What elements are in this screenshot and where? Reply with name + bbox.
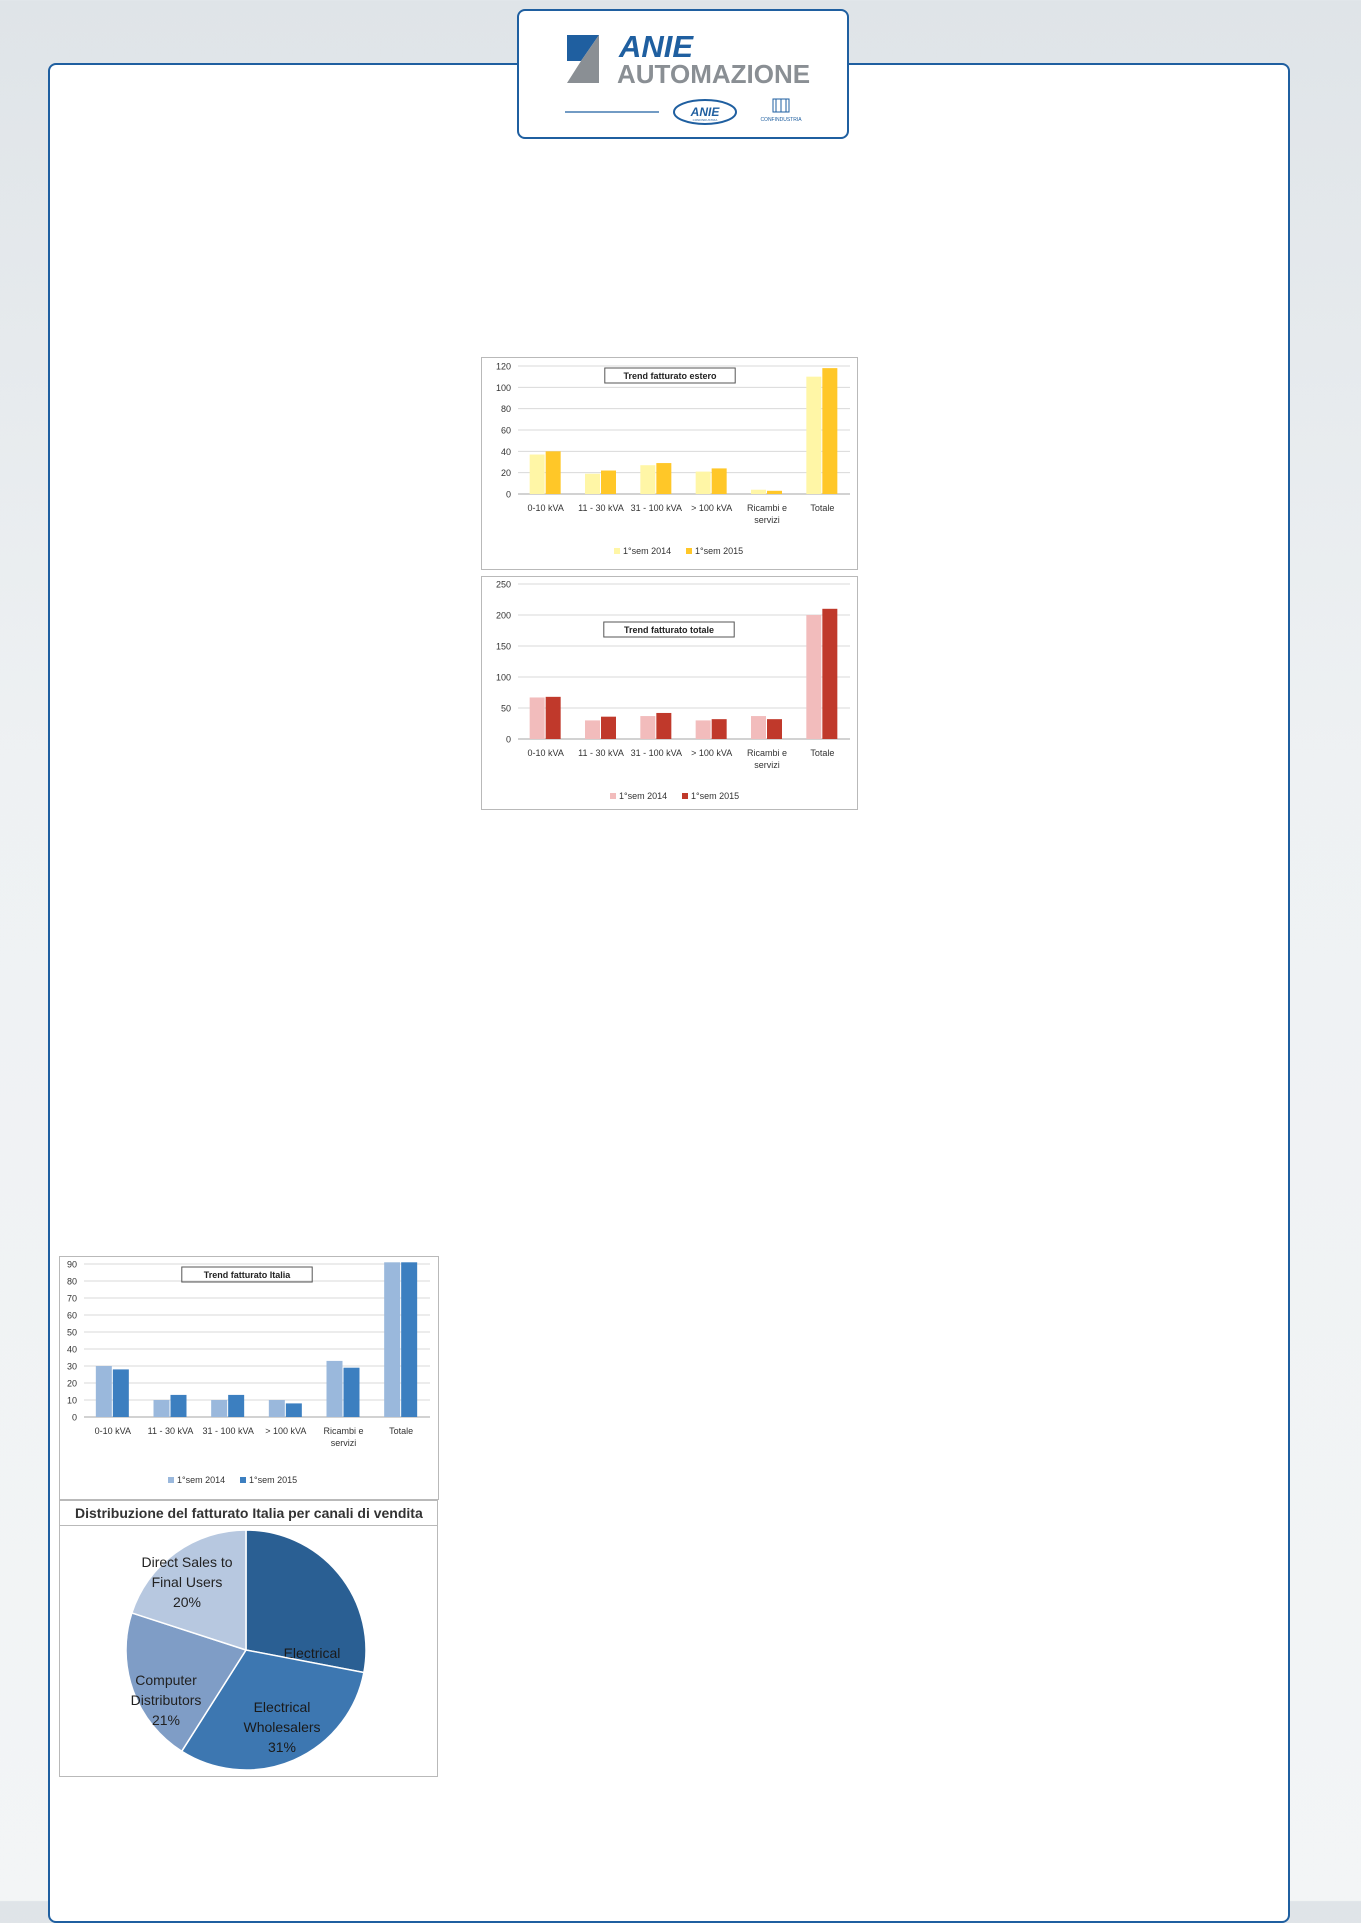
bar-sem-2014: [384, 1262, 400, 1417]
y-tick-label: 30: [66, 1361, 77, 1372]
y-tick-label: 50: [500, 703, 511, 714]
bar-sem-2015: [171, 1395, 187, 1417]
legend-label: 1°sem 2014: [177, 1475, 226, 1485]
bar-sem-2014: [806, 615, 821, 739]
chart-title: Trend fatturato totale: [623, 625, 715, 635]
x-tick-label: 31 - 100 kVA: [630, 503, 683, 513]
x-tick-label: > 100 kVA: [691, 503, 733, 513]
bar-sem-2014: [585, 720, 600, 739]
x-tick-label: 0-10 kVA: [527, 748, 564, 758]
bar-sem-2015: [822, 368, 837, 494]
bar-sem-2015: [546, 697, 561, 739]
bar-sem-2015: [601, 717, 616, 739]
y-tick-label: 250: [495, 579, 511, 590]
bar-sem-2014: [640, 465, 655, 494]
y-tick-label: 60: [66, 1310, 77, 1321]
x-tick-label: Totale: [389, 1426, 414, 1436]
legend-label: 1°sem 2015: [695, 546, 744, 556]
logo-badge-text: ANIE: [690, 105, 720, 119]
x-tick-label: 0-10 kVA: [527, 503, 564, 513]
x-tick-label: 11 - 30 kVA: [578, 748, 624, 758]
pie-slice-label: Electrical: [253, 1699, 311, 1715]
logo-brand-bottom: AUTOMAZIONE: [617, 59, 811, 89]
y-tick-label: 70: [66, 1293, 77, 1304]
y-tick-label: 90: [66, 1259, 77, 1270]
bar-sem-2014: [96, 1366, 112, 1417]
x-tick-label: 11 - 30 kVA: [578, 503, 624, 513]
legend-swatch: [614, 548, 620, 554]
y-tick-label: 40: [66, 1344, 77, 1355]
bar-sem-2015: [286, 1403, 302, 1417]
y-tick-label: 80: [500, 404, 511, 415]
bar-sem-2015: [546, 451, 561, 494]
bar-sem-2014: [154, 1400, 170, 1417]
legend-label: 1°sem 2015: [249, 1475, 298, 1485]
x-tick-label: > 100 kVA: [265, 1426, 307, 1436]
pie-chart-svg: [60, 1526, 437, 1776]
legend-swatch: [610, 793, 616, 799]
bar-sem-2015: [401, 1262, 417, 1417]
legend-label: 1°sem 2014: [623, 546, 672, 556]
x-tick-label: 31 - 100 kVA: [630, 748, 683, 758]
bar-sem-2014: [751, 490, 766, 494]
bar-sem-2014: [530, 455, 545, 494]
x-tick-label: servizi: [754, 515, 780, 525]
bar-sem-2015: [767, 719, 782, 739]
x-tick-label: 11 - 30 kVA: [147, 1426, 194, 1436]
chart-trend-fatturato-totale: [481, 576, 858, 810]
y-tick-label: 40: [500, 446, 511, 457]
pie-slice-percent: 31%: [267, 1739, 297, 1755]
bar-chart-svg: [482, 358, 857, 569]
bar-sem-2014: [585, 474, 600, 494]
x-tick-label: 31 - 100 kVA: [202, 1426, 254, 1436]
bar-sem-2015: [767, 491, 782, 494]
y-tick-label: 80: [66, 1276, 77, 1287]
logo-badge-sub: CONFINDUSTRIA: [692, 118, 718, 122]
chart-distribuzione-canali: [59, 1525, 438, 1777]
bar-sem-2015: [601, 471, 616, 494]
legend-label: 1°sem 2014: [619, 791, 668, 801]
x-tick-label: 0-10 kVA: [94, 1426, 132, 1436]
bar-sem-2014: [211, 1400, 227, 1417]
y-tick-label: 200: [495, 610, 511, 621]
y-tick-label: 100: [495, 382, 511, 393]
y-tick-label: 0: [71, 1412, 77, 1423]
y-tick-label: 10: [66, 1395, 77, 1406]
y-tick-label: 100: [495, 672, 511, 683]
bar-sem-2014: [806, 377, 821, 494]
y-tick-label: 50: [66, 1327, 77, 1338]
bar-sem-2015: [712, 719, 727, 739]
logo-partner-text: CONFINDUSTRIA: [760, 117, 802, 123]
logo-graphic: [519, 11, 851, 141]
bar-sem-2014: [696, 472, 711, 494]
chart-trend-fatturato-estero: [481, 357, 858, 570]
x-tick-label: servizi: [330, 1438, 357, 1448]
pie-slice-label: Distributors: [130, 1692, 202, 1708]
y-tick-label: 0: [505, 734, 511, 745]
y-tick-label: 150: [495, 641, 511, 652]
bar-sem-2014: [751, 716, 766, 739]
pie-slice-percent: 20%: [172, 1594, 202, 1610]
x-tick-label: servizi: [754, 760, 780, 770]
y-tick-label: 20: [66, 1378, 77, 1389]
legend-label: 1°sem 2015: [691, 791, 740, 801]
legend-swatch: [240, 1477, 246, 1483]
x-tick-label: Totale: [810, 503, 835, 513]
bar-chart-svg: [482, 577, 857, 809]
bar-sem-2015: [228, 1395, 244, 1417]
logo-brand-top: ANIE: [619, 29, 694, 64]
pie-slice-label: Wholesalers: [243, 1719, 321, 1735]
bar-sem-2015: [822, 609, 837, 739]
bar-sem-2015: [712, 468, 727, 494]
pie-slice-label: Computer: [135, 1672, 197, 1688]
x-tick-label: Ricambi e: [746, 503, 788, 513]
y-tick-label: 20: [500, 468, 511, 479]
bar-sem-2015: [656, 713, 671, 739]
pie-chart-title: Distribuzione del fatturato Italia per canali di vendita: [59, 1500, 438, 1526]
bar-sem-2014: [530, 697, 545, 739]
chart-trend-fatturato-italia: [59, 1256, 439, 1500]
bar-sem-2014: [696, 720, 711, 739]
pie-slice-percent: 21%: [151, 1712, 181, 1728]
bar-sem-2015: [113, 1369, 129, 1417]
pie-slice-label: Electrical: [283, 1645, 341, 1661]
pie-slice-label: Final Users: [151, 1574, 223, 1590]
y-tick-label: 120: [495, 361, 511, 372]
legend-swatch: [168, 1477, 174, 1483]
bar-sem-2014: [327, 1361, 343, 1417]
bar-sem-2014: [640, 716, 655, 739]
legend-swatch: [686, 548, 692, 554]
anie-automazione-logo: [517, 9, 849, 139]
bar-sem-2015: [656, 463, 671, 494]
pie-slice-label: Direct Sales to: [141, 1554, 233, 1570]
legend-swatch: [682, 793, 688, 799]
bar-chart-svg: [60, 1257, 438, 1499]
x-tick-label: Ricambi e: [323, 1426, 364, 1436]
chart-title: Trend fatturato Italia: [203, 1270, 291, 1280]
bar-sem-2015: [344, 1368, 360, 1417]
x-tick-label: Ricambi e: [746, 748, 788, 758]
chart-title: Trend fatturato estero: [623, 371, 717, 381]
y-tick-label: 0: [505, 489, 511, 500]
y-tick-label: 60: [500, 425, 511, 436]
confindustria-icon: [773, 99, 789, 112]
bar-sem-2014: [269, 1400, 285, 1417]
x-tick-label: Totale: [810, 748, 835, 758]
x-tick-label: > 100 kVA: [691, 748, 733, 758]
